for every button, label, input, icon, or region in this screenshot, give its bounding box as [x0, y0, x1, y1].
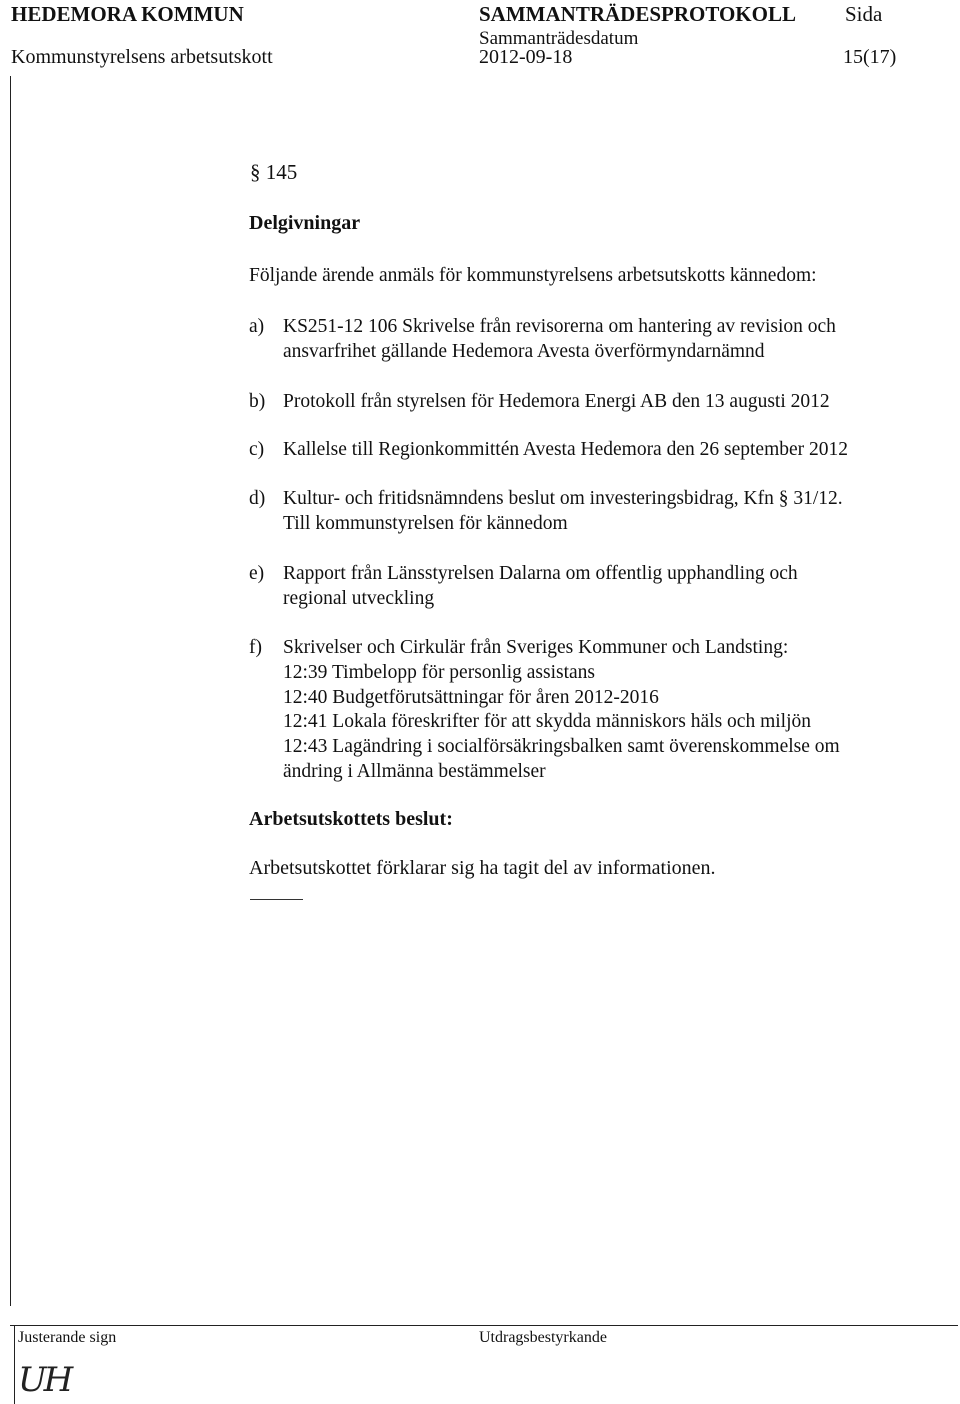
- left-margin-rule: [10, 76, 11, 1306]
- footer-rule: [10, 1325, 958, 1326]
- item-label: e): [249, 563, 265, 584]
- item-f-line: Skrivelser och Cirkulär från Sveriges Kommuner och Landsting:: [283, 637, 789, 658]
- footer-justerande-sign: Justerande sign: [18, 1329, 117, 1346]
- item-label: f): [249, 637, 262, 658]
- doc-type: SAMMANTRÄDESPROTOKOLL: [479, 2, 796, 26]
- page-number: 15(17): [843, 46, 897, 68]
- item-a-line: KS251-12 106 Skrivelse från revisorerna om hantering av revision och: [283, 316, 836, 337]
- item-f-line: 12:39 Timbelopp för personlig assistans: [283, 662, 596, 683]
- decision-text: Arbetsutskottet förklarar sig ha tagit del av informationen.: [249, 857, 716, 879]
- item-label: c): [249, 439, 265, 460]
- item-b-line: Protokoll från styrelsen för Hedemora Energi AB den 13 augusti 2012: [283, 391, 830, 412]
- handwritten-signature: UH: [18, 1360, 71, 1400]
- meeting-date: 2012-09-18: [479, 46, 573, 68]
- committee-name: Kommunstyrelsens arbetsutskott: [11, 46, 273, 68]
- date-label: Sammanträdesdatum: [479, 28, 639, 49]
- org-name: HEDEMORA KOMMUN: [11, 2, 244, 26]
- paragraph-number: § 145: [250, 160, 298, 184]
- section-title: Delgivningar: [249, 212, 361, 234]
- item-f-line: 12:40 Budgetförutsättningar för åren 2012-2016: [283, 687, 659, 708]
- item-label: d): [249, 488, 266, 509]
- item-f-line: ändring i Allmänna bestämmelser: [283, 761, 546, 782]
- item-label: a): [249, 316, 265, 337]
- item-c-line: Kallelse till Regionkommittén Avesta Hedemora den 26 september 2012: [283, 439, 849, 460]
- item-e-line: Rapport från Länsstyrelsen Dalarna om offentlig upphandling och: [283, 563, 798, 584]
- item-a-line: ansvarfrihet gällande Hedemora Avesta överförmyndarnämnd: [283, 341, 765, 362]
- item-e-line: regional utveckling: [283, 588, 435, 609]
- footer-utdragsbestyrkande: Utdragsbestyrkande: [479, 1329, 607, 1346]
- item-d-line: Till kommunstyrelsen för kännedom: [283, 513, 568, 534]
- item-label: b): [249, 391, 266, 412]
- item-f-line: 12:43 Lagändring i socialförsäkringsbalken samt överenskommelse om: [283, 736, 840, 757]
- item-d-line: Kultur- och fritidsnämndens beslut om investeringsbidrag, Kfn § 31/12.: [283, 488, 843, 509]
- end-rule: [250, 899, 303, 900]
- decision-heading: Arbetsutskottets beslut:: [249, 808, 453, 830]
- intro-text: Följande ärende anmäls för kommunstyrelsens arbetsutskotts kännedom:: [249, 265, 817, 286]
- item-f-line: 12:41 Lokala föreskrifter för att skydda människors häls och miljön: [283, 711, 812, 732]
- footer-left-rule: [14, 1326, 15, 1404]
- page-label: Sida: [845, 2, 883, 26]
